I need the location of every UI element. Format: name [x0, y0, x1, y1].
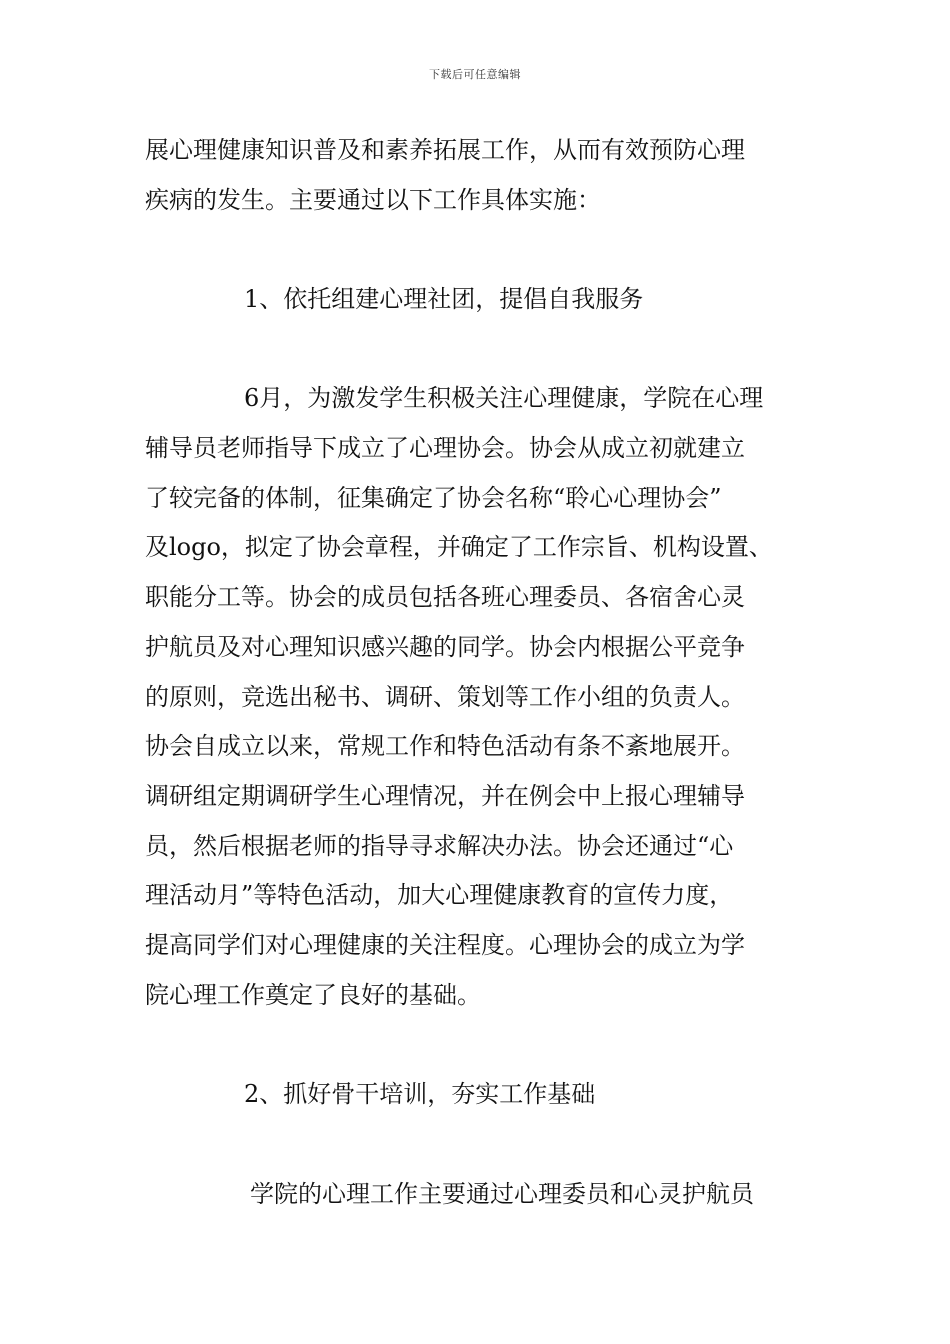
text-line: 及logo，拟定了协会章程，并确定了工作宗旨、机构设置、 — [145, 533, 773, 561]
section-heading: 2、抓好骨干培训，夯实工作基础 — [244, 1080, 596, 1108]
text-line: 提高同学们对心理健康的关注程度。心理协会的成立为学 — [145, 931, 745, 959]
page-header: 下载后可任意编辑 — [429, 68, 521, 81]
text-line: 协会自成立以来，常规工作和特色活动有条不紊地展开。 — [145, 732, 745, 760]
text-line: 调研组定期调研学生心理情况，并在例会中上报心理辅导 — [145, 782, 745, 810]
text-line: 理活动月”等特色活动，加大心理健康教育的宣传力度， — [145, 881, 734, 909]
text-line: 员，然后根据老师的指导寻求解决办法。协会还通过“心 — [145, 832, 734, 860]
text-line: 辅导员老师指导下成立了心理协会。协会从成立初就建立 — [145, 434, 745, 462]
text-line: 职能分工等。协会的成员包括各班心理委员、各宿舍心灵 — [145, 583, 745, 611]
text-line: 学院的心理工作主要通过心理委员和心灵护航员 — [250, 1180, 754, 1208]
text-line: 院心理工作奠定了良好的基础。 — [145, 981, 481, 1009]
text-line: 护航员及对心理知识感兴趣的同学。协会内根据公平竞争 — [145, 633, 745, 661]
text-line: 的原则，竞选出秘书、调研、策划等工作小组的负责人。 — [145, 683, 745, 711]
section-heading: 1、依托组建心理社团，提倡自我服务 — [244, 285, 644, 313]
text-line: 展心理健康知识普及和素养拓展工作，从而有效预防心理 — [145, 136, 745, 164]
text-line: 了较完备的体制，征集确定了协会名称“聆心心理协会” — [145, 484, 722, 512]
text-line: 6月，为激发学生积极关注心理健康，学院在心理 — [244, 384, 764, 412]
text-line: 疾病的发生。主要通过以下工作具体实施： — [145, 186, 601, 214]
